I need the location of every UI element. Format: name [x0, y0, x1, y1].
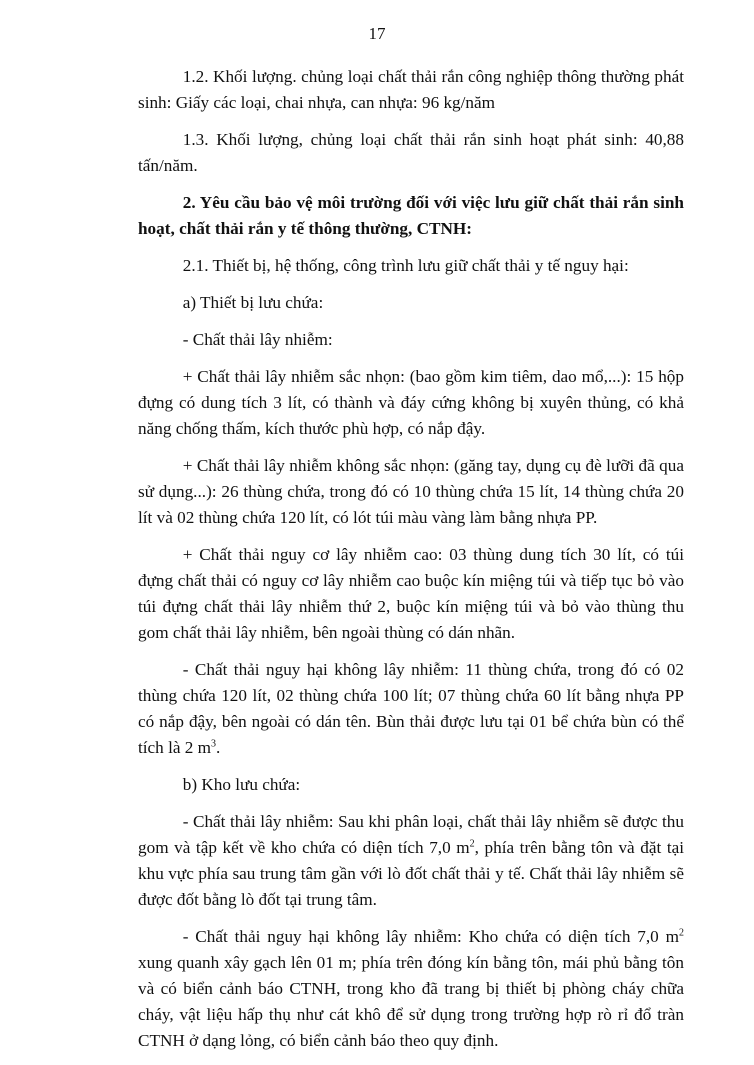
paragraph-infectious-waste: - Chất thải lây nhiễm:	[182, 330, 333, 349]
paragraph-non-sharps: + Chất thải lây nhiễm không sắc nhọn: (găng tay, dụng cụ đè lưỡi đã qua sử dụng...): 26 thùng chứa, trong đó có 10 thùng chứa 15 lít, 14 thùng chứa 20 lít và 02 thùng chứa 120 lít, có lót túi màu vàng làm bằng nhựa PP.	[138, 456, 684, 527]
p9-text: - Chất thải nguy hại không lây nhiễm: 11 thùng chứa, trong đó có 02 thùng chứa 120 lít, 02 thùng chứa 100 lít; 07 thùng chứa 60 lít bằng nhựa PP có nắp đậy, bên ngoài có dán tên. Bùn thải được lưu tại 01 bể chứa bùn có thể tích là 2 m	[138, 660, 684, 757]
paragraph-high-risk: + Chất thải nguy cơ lây nhiễm cao: 03 thùng dung tích 30 lít, có túi đựng chất thải có nguy cơ lây nhiễm cao buộc kín miệng túi và tiếp tục bỏ vào túi đựng chất thải lây nhiễm thứ 2, buộc kín miệng túi và bỏ vào thùng thu gom chất thải lây nhiễm, bên ngoài thùng có dán nhãn.	[138, 545, 684, 642]
p11-text-b: , phía trên bằng tôn và đặt tại khu vực phía sau trung tâm gần với lò đốt chất thải y tế. Chất thải lây nhiễm sẽ được đốt bằng lò đốt tại trung tâm.	[138, 838, 684, 909]
paragraph-a: a) Thiết bị lưu chứa:	[182, 293, 324, 312]
p12-text-b: xung quanh xây gạch lên 01 m; phía trên đóng kín bằng tôn, mái phủ bằng tôn và có biển cảnh báo CTNH, trong kho đã trang bị thiết bị phòng cháy chữa cháy, vật liệu hấp thụ như cát khô để sử dụng trong trường hợp rò rỉ đổ tràn CTNH ở dạng lỏng, có biển cảnh báo theo quy định.	[138, 953, 684, 1050]
section-heading-2: 2. Yêu cầu bảo vệ môi trường đối với việc lưu giữ chất thải rắn sinh hoạt, chất thải rắn y tế thông thường, CTNH:	[138, 193, 684, 238]
p11-superscript: 2	[469, 838, 475, 850]
paragraph-sharps: + Chất thải lây nhiễm sắc nhọn: (bao gồm kim tiêm, dao mổ,...): 15 hộp đựng có dung tích 3 lít, có thành và đáy cứng không bị xuyên thủng, có khả năng chống thấm, kích thước phù hợp, có nắp đậy.	[138, 367, 684, 438]
p11-text-a: - Chất thải lây nhiễm: Sau khi phân loại, chất thải lây nhiễm sẽ được thu gom và tập kết về kho chứa có diện tích 7,0 m	[138, 812, 684, 857]
paragraph-infectious-storage	[138, 809, 684, 913]
paragraph-b: b) Kho lưu chứa:	[182, 775, 301, 794]
p9-superscript: 3	[211, 738, 217, 750]
paragraph-1-2: 1.2. Khối lượng. chủng loại chất thải rắn công nghiệp thông thường phát sinh: Giấy các loại, chai nhựa, can nhựa: 96 kg/năm	[138, 67, 684, 112]
document-body	[138, 64, 684, 1065]
paragraph-hazardous-storage	[138, 924, 684, 1054]
paragraph-1-3: 1.3. Khối lượng, chủng loại chất thải rắn sinh hoạt phát sinh: 40,88 tấn/năm.	[138, 130, 684, 175]
p12-text-a: - Chất thải nguy hại không lây nhiễm: Kho chứa có diện tích 7,0 m	[182, 927, 679, 946]
p9-end: .	[216, 738, 221, 757]
p12-superscript: 2	[679, 927, 684, 939]
paragraph-2-1: 2.1. Thiết bị, hệ thống, công trình lưu giữ chất thải y tế nguy hại:	[182, 256, 629, 275]
paragraph-hazardous-non-infectious	[138, 657, 684, 761]
page-number: 17	[368, 24, 386, 43]
